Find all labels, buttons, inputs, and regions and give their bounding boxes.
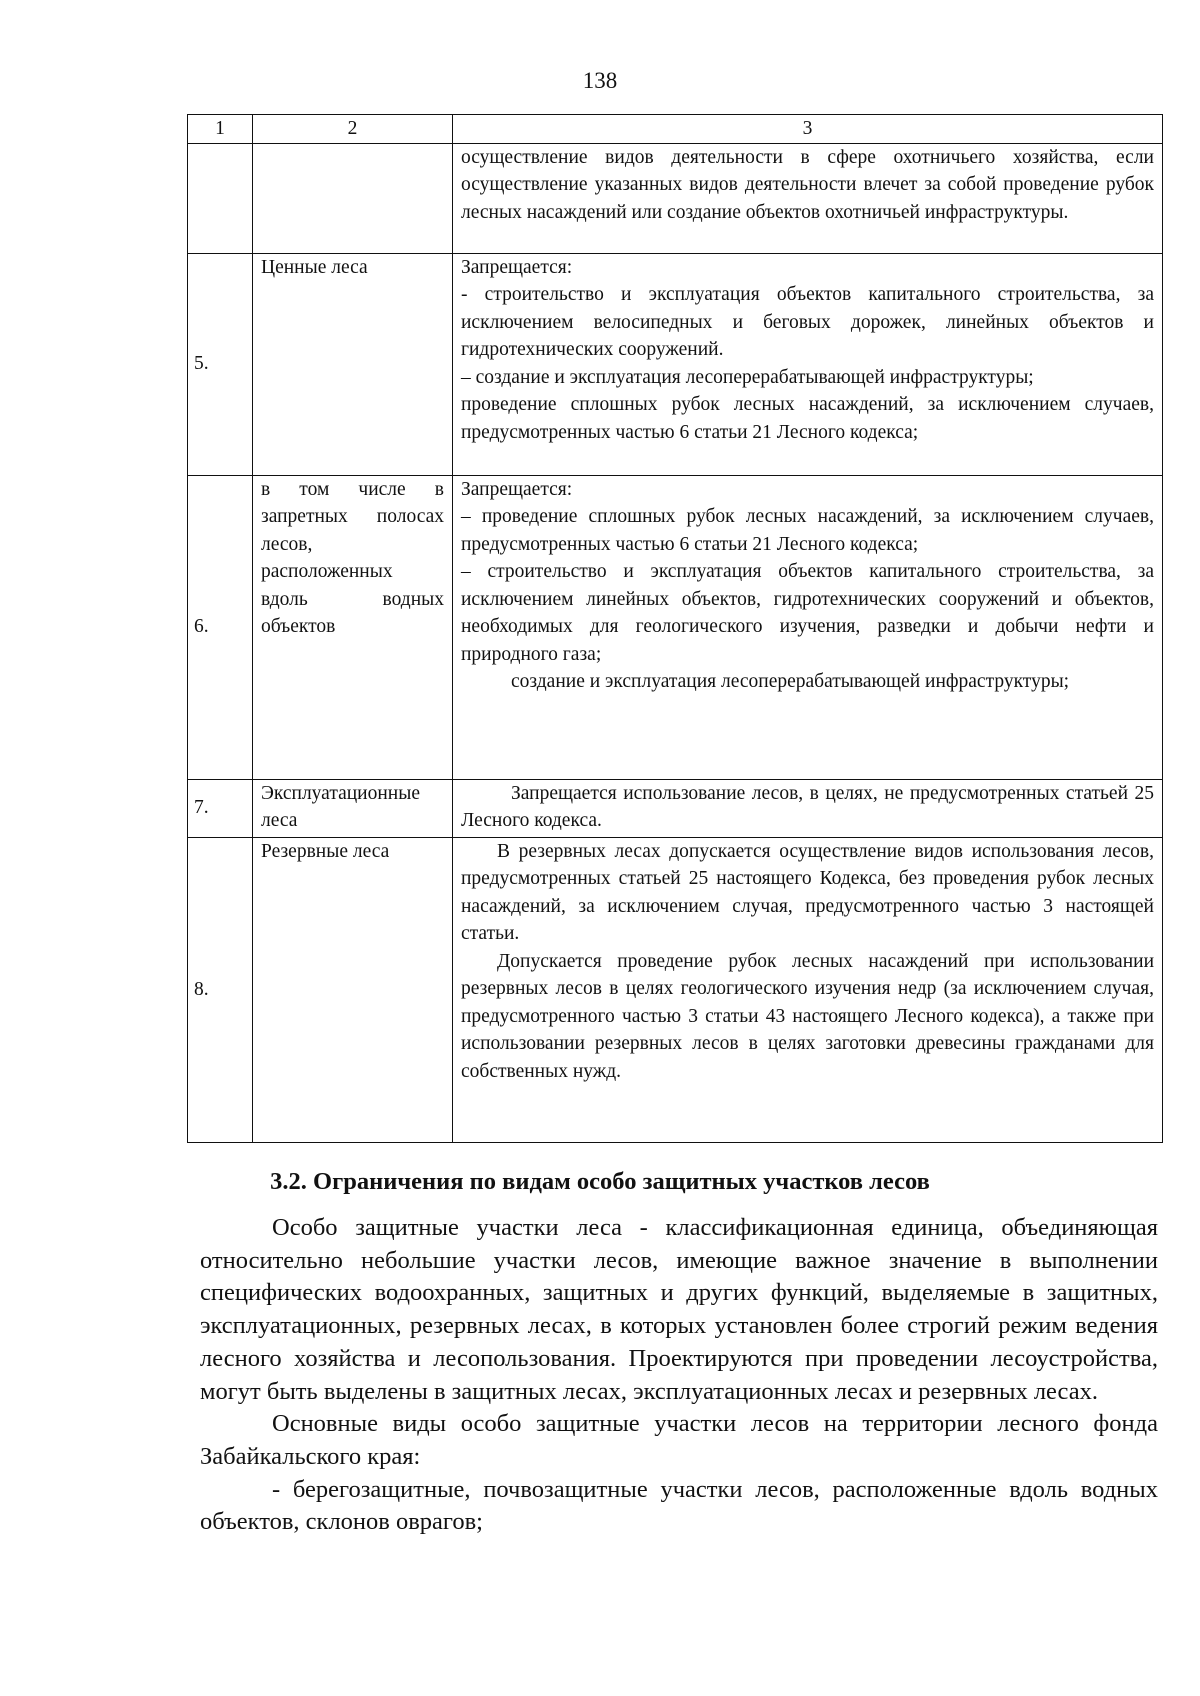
body-paragraph: Основные виды особо защитные участки лесов на территории лесного фонда Забайкальского края: (200, 1410, 1158, 1470)
regime-line: – создание и эксплуатация лесоперерабатывающей инфраструктуры; (461, 366, 1034, 388)
regime-line: проведение сплошных рубок лесных насаждений, за исключением случаев, предусмотренных частью 6 статьи 21 Лесного кодекса; (461, 394, 1154, 443)
row-number: 8. (188, 837, 253, 1142)
table-row (188, 253, 1163, 475)
column-header-2: 2 (253, 115, 453, 144)
body-paragraph: - берегозащитные, почвозащитные участки лесов, расположенные вдоль водных объектов, склонов оврагов; (200, 1475, 1158, 1536)
row-category: Ценные леса (253, 253, 453, 475)
column-header-1: 1 (188, 115, 253, 144)
row-category: Эксплуатационные леса (253, 779, 453, 837)
row-category (253, 143, 453, 253)
regime-line: – строительство и эксплуатация объектов капитального строительства, за исключением линейных объектов, гидротехнических сооружений и объектов, необходимых для геологического изучения, разведки и добычи нефти и природного газа; (461, 561, 1154, 665)
row-number: 6. (188, 475, 253, 779)
row-regime-text: осуществление видов деятельности в сфере охотничьего хозяйства, если осуществление указанных видов деятельности влечет за собой проведение рубок лесных насаждений или создание объектов охотничьей инфраструктуры. (453, 143, 1163, 253)
regime-line: – проведение сплошных рубок лесных насаждений, за исключением случаев, предусмотренных частью 6 статьи 21 Лесного кодекса; (461, 506, 1154, 555)
column-header-3: 3 (453, 115, 1163, 144)
row-regime-text (453, 253, 1163, 475)
row-regime-text (453, 475, 1163, 779)
row-category: Резервные леса (253, 837, 453, 1142)
section-title: 3.2. Ограничения по видам особо защитных участков лесов (270, 1168, 930, 1195)
regime-line: - строительство и эксплуатация объектов капитального строительства, за исключением велосипедных и беговых дорожек, линейных объектов и гидротехнических сооружений. (461, 284, 1154, 360)
body-paragraph: Особо защитные участки леса - классификационная единица, объединяющая относительно небольшие участки лесов, имеющие важное значение в выполнении специфических водоохранных, защитных и других функций, выделяемые в защитных, эксплуатационных, резервных лесах, в которых установлен более строгий режим ведения лесного хозяйства и лесопользования. Проектируются при проведении лесоустройства, могут быть выделены в защитных лесах, эксплуатационных лесах и резервных лесах. (200, 1214, 1158, 1405)
restrictions-table (187, 114, 1163, 1143)
table-row (188, 837, 1163, 1142)
row-number: 5. (188, 253, 253, 475)
table-row (188, 143, 1163, 253)
regime-paragraph: В резервных лесах допускается осуществление видов использования лесов, предусмотренных статьей 25 настоящего Кодекса, без проведения рубок лесных насаждений, за исключением случая, предусмотренного частью 3 настоящей статьи. (461, 840, 1154, 944)
section-body (200, 1212, 1158, 1539)
regime-line: Запрещается: (461, 256, 573, 278)
row-number (188, 143, 253, 253)
table-row (188, 475, 1163, 779)
regime-line: Запрещается: (461, 478, 573, 500)
regime-line: создание и эксплуатация лесоперерабатывающей инфраструктуры; (511, 671, 1070, 692)
regime-paragraph: Допускается проведение рубок лесных насаждений при использовании резервных лесов в целях геологического изучения недр (за исключением случая, предусмотренного частью 3 статьи 43 настоящего Лесного кодекса), а также при использовании резервных лесов в целях заготовки древесины гражданами для собственных нужд. (461, 950, 1154, 1082)
table-header-row (188, 115, 1163, 144)
table-row (188, 779, 1163, 837)
page-number: 138 (582, 68, 618, 93)
row-number: 7. (188, 779, 253, 837)
row-regime-text: Запрещается использование лесов, в целях, не предусмотренных статьей 25 Лесного кодекса. (453, 779, 1163, 837)
row-category: в том числе в запретных полосах лесов, расположенных вдоль водных объектов (253, 475, 453, 779)
row-regime-text (453, 837, 1163, 1142)
